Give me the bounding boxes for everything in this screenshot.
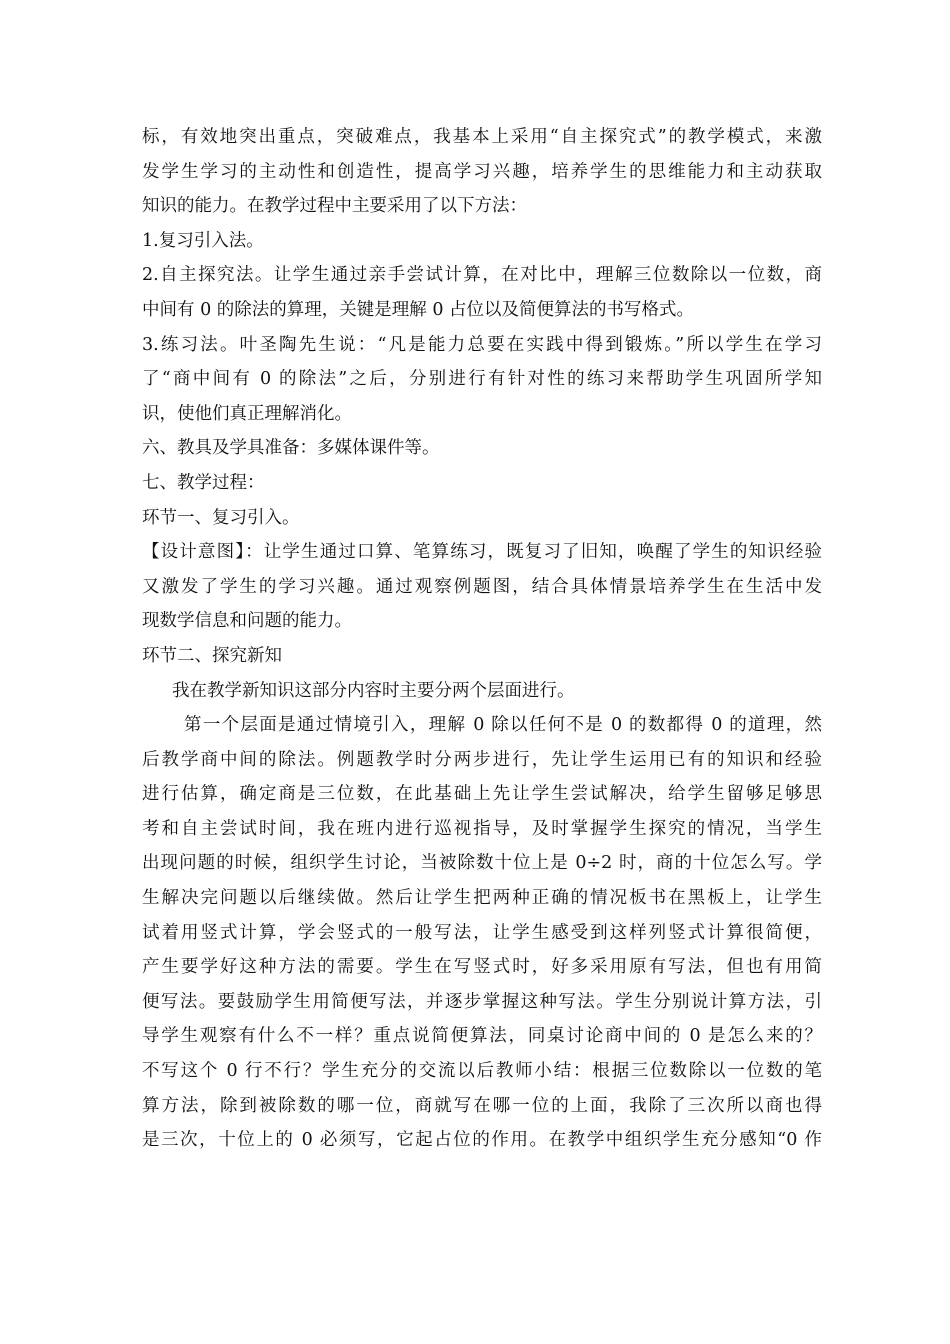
text-line: 产生要学好这种方法的需要。学生在写竖式时，好多采用原有写法，但也有用简 xyxy=(142,957,822,978)
text-line: 便写法。要鼓励学生用简便写法，并逐步掌握这种写法。学生分别说计算方法，引 xyxy=(142,991,822,1012)
text-line: 考和自主尝试时间，我在班内进行巡视指导，及时掌握学生探究的情况，当学生 xyxy=(142,818,822,839)
text-line: 导学生观察有什么不一样？重点说简便算法，同桌讨论商中间的 0 是怎么来的？ xyxy=(142,1026,822,1047)
text-line: 环节一、复习引入。 xyxy=(142,507,300,528)
text-line: 出现问题的时候，组织学生讨论，当被除数十位上是 0÷2 时，商的十位怎么写。学 xyxy=(142,853,822,874)
document-body xyxy=(142,120,822,1158)
text-line: 算方法，除到被除数的哪一位，商就写在哪一位的上面，我除了三次所以商也得 xyxy=(142,1095,822,1116)
text-line: 七、教学过程： xyxy=(142,472,265,493)
text-line: 中间有 0 的除法的算理，关键是理解 0 占位以及简便算法的书写格式。 xyxy=(142,299,695,320)
text-line: 试着用竖式计算，学会竖式的一般写法，让学生感受到这样列竖式计算很简便， xyxy=(142,922,822,943)
text-line: 【设计意图】：让学生通过口算、笔算练习，既复习了旧知，唤醒了学生的知识经验 xyxy=(142,542,822,563)
text-line: 又激发了学生的学习兴趣。通过观察例题图，结合具体情景培养学生在生活中发 xyxy=(142,576,822,597)
text-line: 第一个层面是通过情境引入，理解 0 除以任何不是 0 的数都得 0 的道理，然 xyxy=(184,715,822,736)
text-line: 不写这个 0 行不行？学生充分的交流以后教师小结：根据三位数除以一位数的笔 xyxy=(142,1061,822,1082)
text-line: 1.复习引入法。 xyxy=(142,230,264,251)
text-line: 了“商中间有 0 的除法”之后，分别进行有针对性的练习来帮助学生巩固所学知 xyxy=(142,369,822,390)
text-line: 后教学商中间的除法。例题教学时分两步进行，先让学生运用已有的知识和经验 xyxy=(142,749,822,770)
text-line: 进行估算，确定商是三位数，在此基础上先让学生尝试解决，给学生留够足够思 xyxy=(142,784,822,805)
text-line: 知识的能力。在教学过程中主要采用了以下方法： xyxy=(142,196,527,217)
text-line: 2.自主探究法。让学生通过亲手尝试计算，在对比中，理解三位数除以一位数，商 xyxy=(142,265,822,286)
text-line: 我在教学新知识这部分内容时主要分两个层面进行。 xyxy=(172,680,575,701)
text-line: 识，使他们真正理解消化。 xyxy=(142,403,352,424)
text-line: 标，有效地突出重点，突破难点，我基本上采用“自主探究式”的教学模式，来激 xyxy=(142,127,822,147)
text-line: 现数学信息和问题的能力。 xyxy=(142,611,352,632)
text-line: 生解决完问题以后继续做。然后让学生把两种正确的情况板书在黑板上，让学生 xyxy=(142,888,822,909)
text-line: 发学生学习的主动性和创造性，提高学习兴趣，培养学生的思维能力和主动获取 xyxy=(142,161,822,182)
text-line: 环节二、探究新知 xyxy=(142,645,282,666)
text-line: 3.练习法。叶圣陶先生说：“凡是能力总要在实践中得到锻炼。”所以学生在学习 xyxy=(142,334,822,355)
text-line: 是三次，十位上的 0 必须写，它起占位的作用。在教学中组织学生充分感知“0 作 xyxy=(142,1130,822,1151)
text-line: 六、教具及学具准备：多媒体课件等。 xyxy=(142,438,440,459)
